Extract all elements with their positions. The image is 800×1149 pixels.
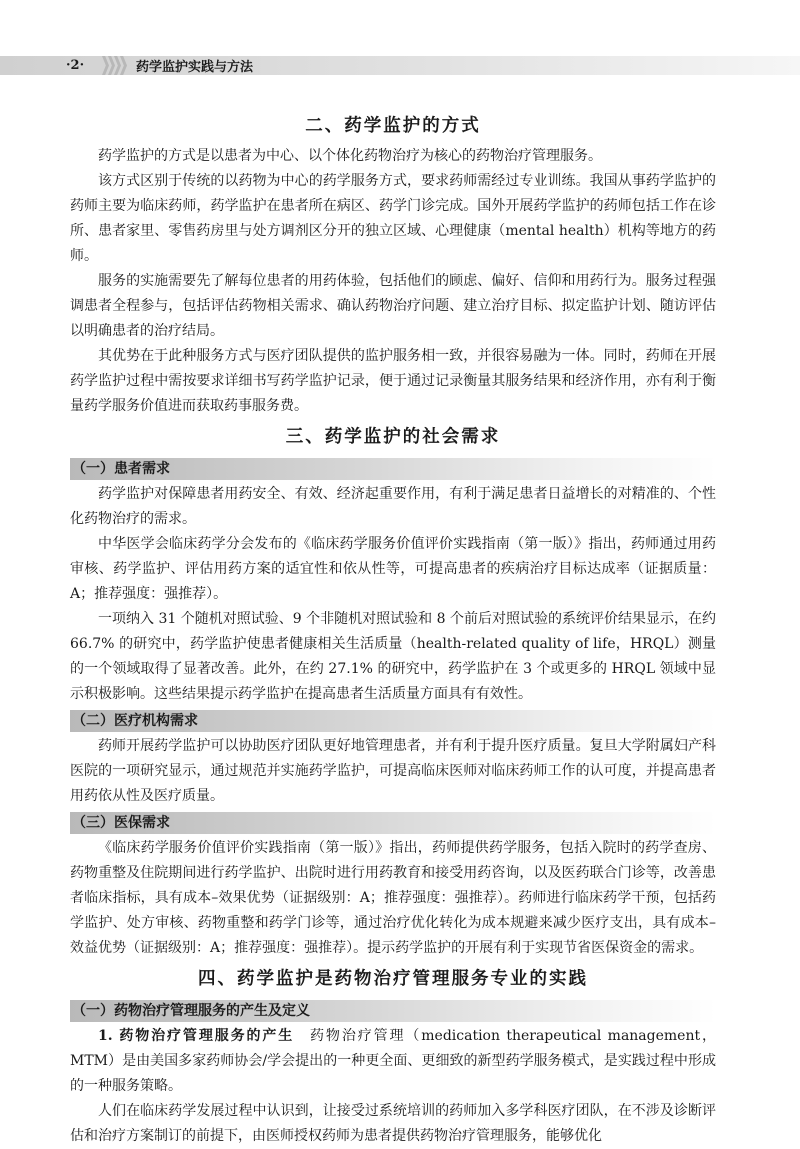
paragraph: 药师开展药学监护可以协助医疗团队更好地管理患者，并有利于提升医疗质量。复旦大学附属妇产科医院的一项研究显示，通过规范并实施药学监护，可提高临床医师对临床药师工作的认可度，并提高患者用药依从性及医疗质量。: [70, 738, 716, 804]
paragraph-text: 药物治疗管理（medication therapeutical management，MTM）是由美国多家药师协会/学会提出的一种更全面、更细致的新型药学服务模式，是实践过程中形成的一种服务策略。: [70, 1028, 716, 1094]
paragraph: 中华医学会临床药学分会发布的《临床药学服务价值评价实践指南（第一版）》指出，药师通过用药审核、药学监护、评估用药方案的适宜性和依从性等，可提高患者的疾病治疗目标达成率（证据质量：A；推荐强度：强推荐）。: [70, 536, 716, 602]
paragraph: 药学监护的方式是以患者为中心、以个体化药物治疗为核心的药物治疗管理服务。: [98, 148, 602, 164]
paragraph: 《临床药学服务价值评价实践指南（第一版）》指出，药师提供药学服务，包括入院时的药学查房、药物重整及住院期间进行药学监护、出院时进行用药教育和接受用药咨询，以及医药联合门诊等，改善患者临床指标，具有成本–效果优势（证据级别：A；推荐强度：强推荐）。药师进行临床药学干预，包括药学监护、处方审核、药物重整和药学门诊等，通过治疗优化转化为成本规避来减少医疗支出，具有成本–效益优势（证据级别：A；推荐强度：强推荐）。提示药学监护的开展有利于实现节省医保资金的需求。: [70, 840, 716, 956]
paragraph: [70, 1024, 716, 1099]
subsection-heading-insurance-needs: （三）医保需求: [70, 812, 716, 834]
paragraph: 服务的实施需要先了解每位患者的用药体验，包括他们的顾虑、偏好、信仰和用药行为。服务过程强调患者全程参与，包括评估药物相关需求、确认药物治疗问题、建立治疗目标、拟定监护计划、随访评估以明确患者的治疗结局。: [70, 273, 716, 339]
paragraph: 其优势在于此种服务方式与医疗团队提供的监护服务相一致，并很容易融为一体。同时，药师在开展药学监护过程中需按要求详细书写药学监护记录，便于通过记录衡量其服务结果和经济作用，亦有利于衡量药学服务价值进而获取药事服务费。: [70, 348, 716, 414]
subsection-heading-institution-needs: （二）医疗机构需求: [70, 710, 716, 732]
running-header: [0, 56, 800, 75]
subsection-heading-patient-needs: （一）患者需求: [70, 458, 716, 480]
subsection-heading-mtm-origin: （一）药物治疗管理服务的产生及定义: [70, 1000, 716, 1022]
paragraph: 一项纳入 31 个随机对照试验、9 个非随机对照试验和 8 个前后对照试验的系统评价结果显示，在约 66.7% 的研究中，药学监护使患者健康相关生活质量（health-related quality of life，HRQL）测量的一个领域取得了显著改善。此外，在约 27.1% 的研究中，药学监护在 3 个或更多的 HRQL 领域中显示积极影响。这些结果提示药学监护在提高患者生活质量方面具有有效性。: [70, 611, 716, 702]
page-body: [70, 108, 716, 1149]
paragraph: 人们在临床药学发展过程中认识到，让接受过系统培训的药师加入多学科医疗团队，在不涉及诊断评估和治疗方案制订的前提下，由医师授权药师为患者提供药物治疗管理服务，能够优化: [70, 1103, 716, 1144]
book-title: 药学监护实践与方法: [136, 60, 254, 75]
paragraph: 药学监护对保障患者用药安全、有效、经济起重要作用，有利于满足患者日益增长的对精准的、个性化药物治疗的需求。: [70, 486, 716, 527]
paragraph: 该方式区别于传统的以药物为中心的药学服务方式，要求药师需经过专业训练。我国从事药学监护的药师主要为临床药师，药学监护在患者所在病区、药学门诊完成。国外开展药学监护的药师包括工作在诊所、患者家里、零售药房里与处方调剂区分开的独立区域、心理健康（mental health）机构等地方的药师。: [70, 173, 716, 264]
section-title-3: 三、药学监护的社会需求: [285, 427, 501, 447]
section-title-2: 二、药学监护的方式: [305, 116, 481, 136]
section-title-4: 四、药学监护是药物治疗管理服务专业的实践: [198, 969, 588, 989]
chevron-decoration-icon: [102, 56, 126, 75]
paragraph-lead-in: 1. 药物治疗管理服务的产生: [98, 1028, 295, 1044]
page-number: ·2·: [66, 58, 85, 73]
